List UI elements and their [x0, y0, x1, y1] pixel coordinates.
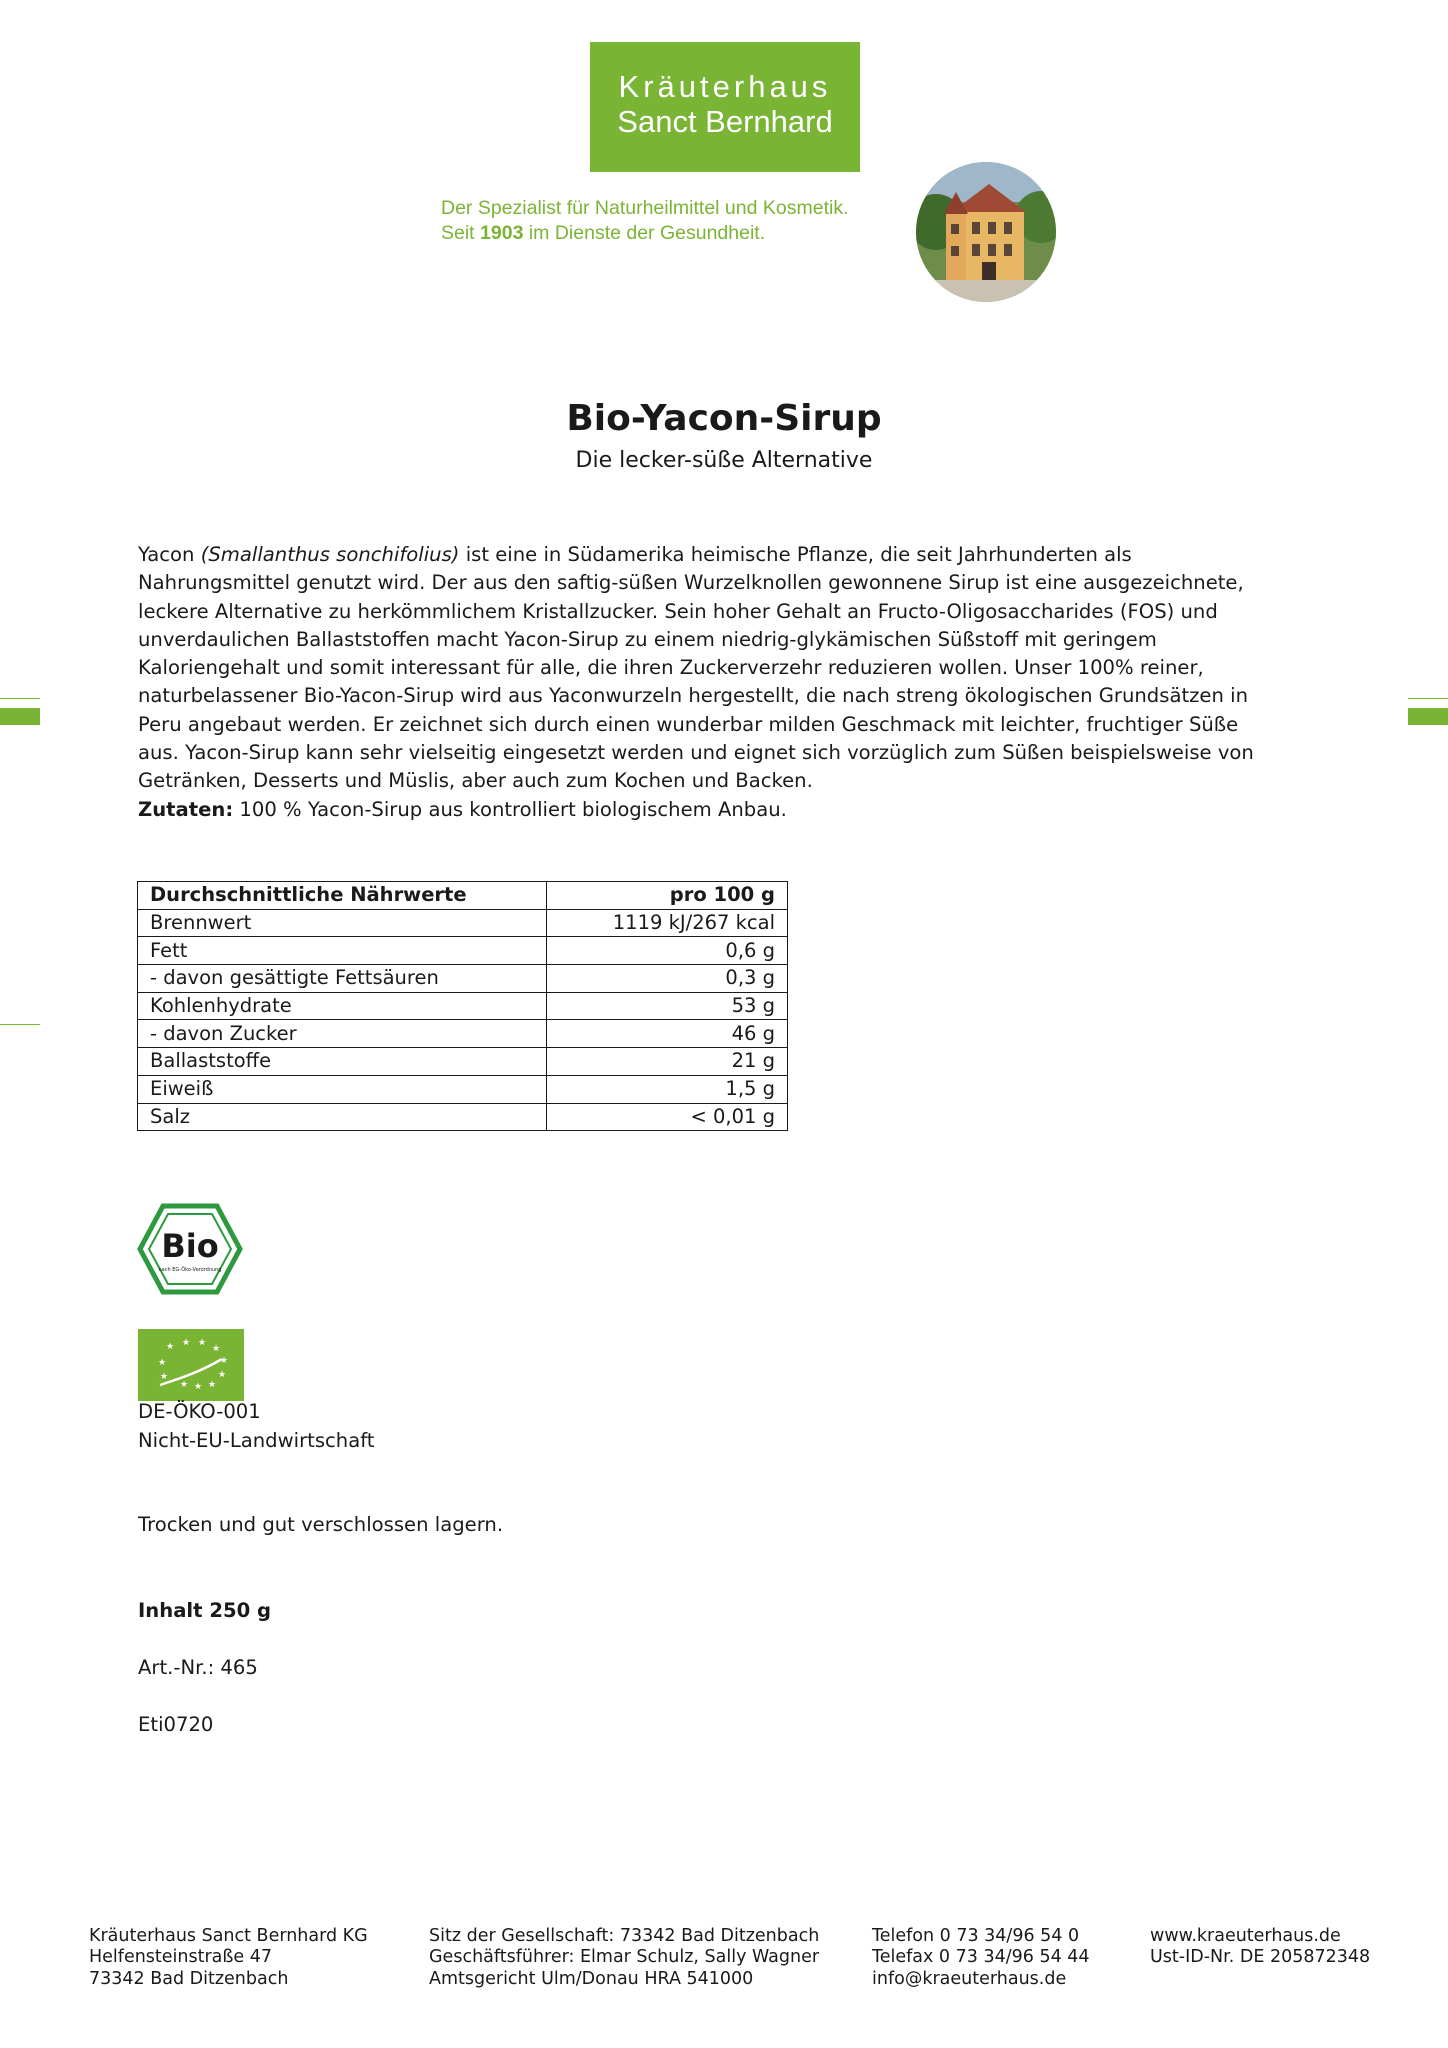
nutrition-header-label: Durchschnittliche Nährwerte	[138, 882, 547, 910]
logo-line-1: Kräuterhaus	[618, 69, 832, 104]
table-row	[138, 1103, 788, 1131]
tagline-suffix: im Dienste der Gesundheit.	[528, 222, 766, 244]
logo-line-2: Sanct Bernhard	[617, 104, 833, 139]
footer-company-address	[89, 1926, 368, 1990]
svg-text:★: ★	[212, 1344, 221, 1354]
nutrient-label: - davon Zucker	[138, 1020, 547, 1048]
nutrient-value: 0,3 g	[547, 965, 788, 993]
footer-fax: Telefax 0 73 34/96 54 44	[872, 1947, 1090, 1968]
footer-vat-id: Ust-ID-Nr. DE 205872348	[1150, 1947, 1371, 1968]
storage-instructions: Trocken und gut verschlossen lagern.	[138, 1513, 504, 1536]
nutrient-value: 46 g	[547, 1020, 788, 1048]
product-description	[138, 541, 1278, 796]
nutrient-value: < 0,01 g	[547, 1103, 788, 1131]
footer-line: 73342 Bad Ditzenbach	[89, 1968, 289, 1989]
content-amount: Inhalt 250 g	[138, 1599, 272, 1622]
svg-text:★: ★	[158, 1358, 167, 1368]
svg-text:★: ★	[180, 1380, 189, 1390]
nutrient-value: 1119 kJ/267 kcal	[547, 909, 788, 937]
label-code: Eti0720	[138, 1713, 214, 1736]
brand-logo	[590, 42, 860, 172]
footer-web-tax	[1150, 1926, 1370, 1969]
desc-body: ist eine in Südamerika heimische Pflanze, die seit Jahrhunderten als Nahrungsmittel genutzt wird. Der aus den saftig-süßen Wurzelknollen gewonnene Sirup ist eine ausgezeichnete, leckere Alternative zu herkömmlichem Kristallzucker. Sein hoher Gehalt an Fructo-Oligosaccharides (FOS) und unverdaulichen Ballaststoffen macht Yacon-Sirup zu einem niedrig-glykämischen Süßstoff mit geringem Kaloriengehalt und somit interessant für alle, die ihren Zuckerverzehr reduzieren wollen. Unser 100% reiner, naturbelassener Bio-Yacon-Sirup wird aus Yaconwurzeln hergestellt, die nach streng ökologischen Grundsätzen in Peru angebaut werden. Er zeichnet sich durch einen wunderbar milden Geschmack mit leichter, fruchtiger Süße aus. Yacon-Sirup kann sehr vielseitig eingesetzt werden und eignet sich vorzüglich zum Süßen beispielsweise von Getränken, Desserts und Müslis, aber auch zum Kochen und Backen.	[138, 543, 1254, 793]
product-subtitle: Die lecker-süße Alternative	[575, 448, 873, 473]
svg-text:★: ★	[160, 1372, 169, 1382]
footer-line: Helfensteinstraße 47	[89, 1947, 273, 1968]
table-row	[138, 1020, 788, 1048]
svg-text:★: ★	[218, 1370, 227, 1380]
nutrition-table	[137, 881, 788, 1131]
ingredients-text: 100 % Yacon-Sirup aus kontrolliert biologischem Anbau.	[239, 798, 787, 821]
svg-text:★: ★	[194, 1382, 203, 1392]
footer-contact	[872, 1926, 1090, 1990]
footer-line: Amtsgericht Ulm/Donau HRA 541000	[429, 1968, 754, 1989]
footer-phone: Telefon 0 73 34/96 54 0	[872, 1926, 1080, 1946]
desc-intro: Yacon	[138, 543, 195, 566]
ingredients	[138, 796, 787, 824]
nutrient-value: 0,6 g	[547, 937, 788, 965]
table-row	[138, 937, 788, 965]
table-row	[138, 965, 788, 993]
article-number: Art.-Nr.: 465	[138, 1656, 258, 1679]
footer-line: Kräuterhaus Sanct Bernhard KG	[89, 1926, 368, 1946]
tagline-prefix: Seit	[441, 222, 475, 244]
certification-origin: Nicht-EU-Landwirtschaft	[138, 1429, 375, 1452]
footer-website: www.kraeuterhaus.de	[1150, 1926, 1341, 1946]
desc-latin-name: (Smallanthus sonchifolius)	[200, 543, 460, 566]
fold-mark-left-line	[0, 698, 40, 699]
bio-seal-word: Bio	[161, 1227, 219, 1265]
nutrient-label: Kohlenhydrate	[138, 992, 547, 1020]
nutrient-label: Salz	[138, 1103, 547, 1131]
ingredients-label: Zutaten:	[138, 798, 234, 821]
svg-text:★: ★	[198, 1338, 207, 1348]
footer-legal-info	[429, 1926, 819, 1990]
nutrient-label: Ballaststoffe	[138, 1048, 547, 1076]
company-building-photo	[916, 162, 1056, 302]
eu-organic-leaf-logo	[138, 1329, 244, 1401]
fold-mark-right-block	[1408, 708, 1448, 725]
footer-email: info@kraeuterhaus.de	[872, 1968, 1067, 1989]
svg-text:★: ★	[166, 1342, 175, 1352]
tagline-line-2	[441, 221, 849, 246]
footer-line: Geschäftsführer: Elmar Schulz, Sally Wagner	[429, 1947, 820, 1968]
svg-text:★: ★	[220, 1356, 229, 1366]
fold-mark-left-middle	[0, 1024, 40, 1025]
table-row	[138, 909, 788, 937]
bio-seal-small-text: nach EG-Öko-Verordnung	[158, 1267, 222, 1273]
tagline-line-1: Der Spezialist für Naturheilmittel und Kosmetik.	[441, 197, 849, 219]
table-row	[138, 992, 788, 1020]
footer-line: Sitz der Gesellschaft: 73342 Bad Ditzenbach	[429, 1926, 820, 1946]
bio-seal-logo	[137, 1203, 243, 1295]
nutrient-value: 21 g	[547, 1048, 788, 1076]
nutrient-value: 53 g	[547, 992, 788, 1020]
nutrient-label: Fett	[138, 937, 547, 965]
fold-mark-left-block	[0, 708, 40, 725]
nutrition-header-row	[138, 882, 788, 910]
svg-text:★: ★	[182, 1338, 191, 1348]
table-row	[138, 1075, 788, 1103]
svg-text:★: ★	[208, 1380, 217, 1390]
nutrient-label: Eiweiß	[138, 1075, 547, 1103]
fold-mark-right-line	[1408, 698, 1448, 699]
brand-tagline	[441, 196, 849, 246]
table-row	[138, 1048, 788, 1076]
nutrient-label: Brennwert	[138, 909, 547, 937]
certification-code: DE-ÖKO-001	[138, 1400, 261, 1423]
nutrition-header-value: pro 100 g	[547, 882, 788, 910]
product-title: Bio-Yacon-Sirup	[566, 398, 882, 439]
nutrient-value: 1,5 g	[547, 1075, 788, 1103]
tagline-year: 1903	[480, 222, 524, 244]
nutrient-label: - davon gesättigte Fettsäuren	[138, 965, 547, 993]
